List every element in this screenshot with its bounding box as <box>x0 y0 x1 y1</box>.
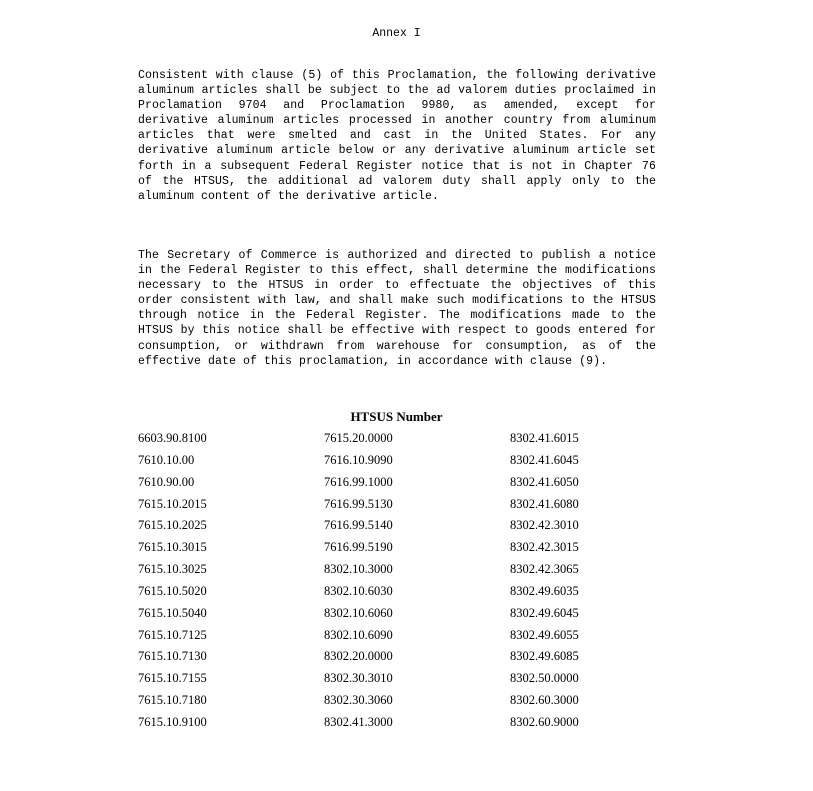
htsus-number-cell: 7615.10.7130 <box>138 649 207 664</box>
htsus-number-cell: 8302.42.3010 <box>510 518 579 533</box>
htsus-number-cell: 8302.20.0000 <box>324 649 393 664</box>
htsus-number-cell: 8302.10.3000 <box>324 562 393 577</box>
htsus-number-cell: 8302.42.3015 <box>510 540 579 555</box>
htsus-number-cell: 8302.49.6055 <box>510 627 579 642</box>
htsus-number-cell: 7615.10.7180 <box>138 693 207 708</box>
htsus-number-cell: 7615.10.2025 <box>138 518 207 533</box>
htsus-number-cell: 6603.90.8100 <box>138 431 207 445</box>
htsus-number-cell: 8302.10.6030 <box>324 583 393 598</box>
htsus-number-cell: 7616.99.5140 <box>324 518 393 533</box>
htsus-number-cell: 7615.20.0000 <box>324 431 393 445</box>
htsus-number-cell: 7615.10.5040 <box>138 605 207 620</box>
htsus-number-cell: 7615.10.7155 <box>138 671 207 686</box>
htsus-number-cell: 8302.41.3000 <box>324 714 393 729</box>
htsus-number-cell: 8302.10.6060 <box>324 605 393 620</box>
htsus-number-cell: 7615.10.5020 <box>138 583 207 598</box>
htsus-number-cell: 8302.50.0000 <box>510 671 579 686</box>
htsus-number-cell: 8302.30.3060 <box>324 693 393 708</box>
htsus-number-cell: 8302.30.3010 <box>324 671 393 686</box>
htsus-number-cell: 7615.10.3015 <box>138 540 207 555</box>
htsus-number-cell: 8302.10.6090 <box>324 627 393 642</box>
htsus-number-cell: 7616.99.1000 <box>324 474 393 489</box>
htsus-number-cell: 7616.99.5190 <box>324 540 393 555</box>
htsus-number-cell: 8302.41.6050 <box>510 474 579 489</box>
htsus-number-table <box>138 430 696 736</box>
htsus-number-cell: 8302.41.6015 <box>510 431 579 445</box>
htsus-number-cell: 8302.49.6085 <box>510 649 579 664</box>
htsus-number-cell: 7615.10.7125 <box>138 627 207 642</box>
htsus-number-cell: 7610.90.00 <box>138 474 195 489</box>
htsus-number-cell: 7616.99.5130 <box>324 496 393 511</box>
htsus-number-cell: 7615.10.2015 <box>138 496 207 511</box>
htsus-number-cell: 8302.41.6080 <box>510 496 579 511</box>
htsus-number-cell: 8302.41.6045 <box>510 452 579 467</box>
htsus-number-cell: 7616.10.9090 <box>324 452 393 467</box>
htsus-number-cell: 7615.10.9100 <box>138 714 207 729</box>
htsus-number-cell: 8302.60.9000 <box>510 714 579 729</box>
htsus-number-cell: 7615.10.3025 <box>138 562 207 577</box>
htsus-number-cell: 8302.60.3000 <box>510 693 579 708</box>
paragraph-secretary-of-commerce: The Secretary of Commerce is authorized and directed to publish a notice in the Federal Register to this effect, shall determine the modifications necessary to the HTSUS in order to effectuate the objectives of this order consistent with law, and shall make such modifications to the HTSUS through notice in the Federal Register. The modifications made to the HTSUS by this notice shall be effective with respect to goods entered for consumption, or withdrawn from warehouse for consumption, as of the effective date of this proclamation, in accordance with clause (9). <box>138 249 656 368</box>
paragraph-clause-5: Consistent with clause (5) of this Proclamation, the following derivative aluminum articles shall be subject to the ad valorem duties proclaimed in Proclamation 9704 and Proclamation 9980, as amended, except for derivative aluminum articles processed in another country from aluminum articles that were smelted and cast in the United States. For any derivative aluminum article below or any derivative aluminum article set forth in a subsequent Federal Register notice that is not in Chapter 76 of the HTSUS, the additional ad valorem duty shall apply only to the aluminum content of the derivative article. <box>138 69 656 203</box>
htsus-table-heading: HTSUS Number <box>350 409 443 424</box>
htsus-number-cell: 8302.42.3065 <box>510 562 579 577</box>
htsus-number-cell: 8302.49.6045 <box>510 605 579 620</box>
htsus-number-cell: 8302.49.6035 <box>510 583 579 598</box>
htsus-number-cell: 7610.10.00 <box>138 452 195 467</box>
annex-title: Annex I <box>372 27 421 40</box>
